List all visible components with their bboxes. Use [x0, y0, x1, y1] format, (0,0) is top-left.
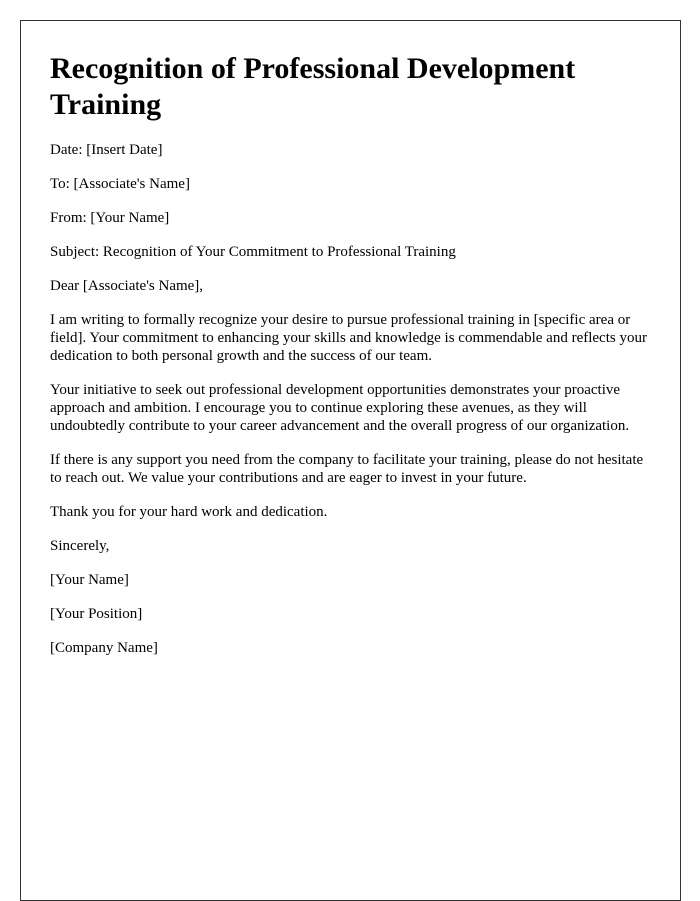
to-line: To: [Associate's Name]: [50, 176, 190, 192]
signature-position: [Your Position]: [50, 606, 143, 622]
signature-name: [Your Name]: [50, 572, 129, 588]
body-paragraph: I am writing to formally recognize your desire to pursue professional training in [specific area or field]. Your commitment to enhancing your skills and knowledge is commendable and reflects your dedication to both personal growth and the success of our team.: [50, 312, 647, 364]
date-line: Date: [Insert Date]: [50, 142, 163, 158]
body-paragraph: If there is any support you need from the company to facilitate your training, please do not hesitate to reach out. We value your contributions and are eager to invest in your future.: [50, 452, 644, 486]
salutation: Dear [Associate's Name],: [50, 278, 204, 294]
subject-line: Subject: Recognition of Your Commitment to Professional Training: [50, 244, 456, 260]
letter-title: Recognition of Professional Development Training: [50, 52, 576, 121]
letter-page: [20, 20, 681, 901]
closing: Sincerely,: [50, 538, 110, 554]
body-paragraph: Thank you for your hard work and dedication.: [50, 504, 328, 520]
from-line: From: [Your Name]: [50, 210, 170, 226]
signature-company: [Company Name]: [50, 640, 158, 656]
body-paragraph: Your initiative to seek out professional development opportunities demonstrates your proactive approach and ambition. I encourage you to continue exploring these avenues, as they will undoubtedly contribute to your career advancement and the overall progress of our organization.: [50, 382, 630, 434]
